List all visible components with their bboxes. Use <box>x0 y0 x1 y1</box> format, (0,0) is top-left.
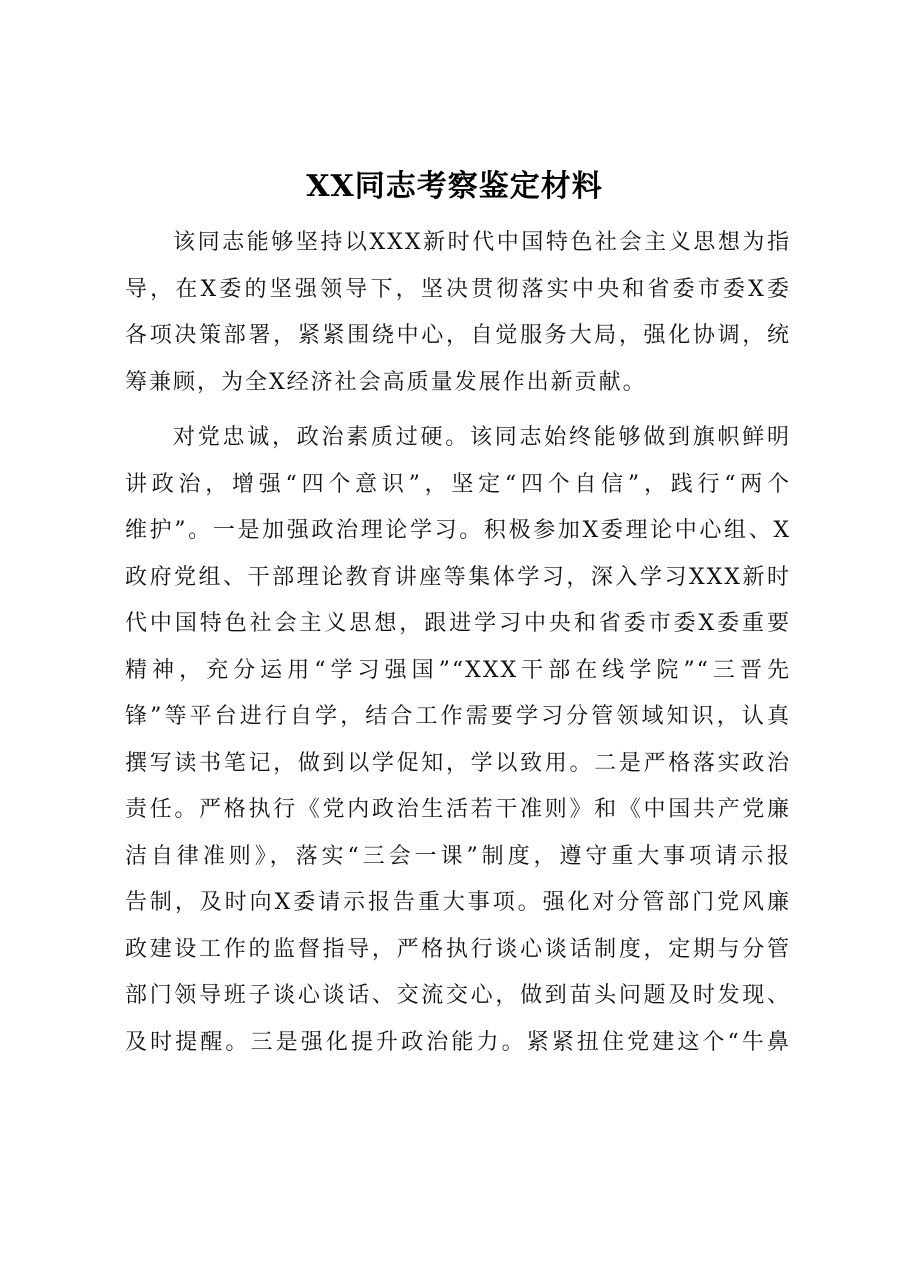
paragraph-2-line-7: 锋”等平台进行自学，结合工作需要学习分管领域知识，认真 <box>125 704 791 729</box>
paragraph-2-line-11: 告制，及时向X委请示报告重大事项。强化对分管部门党风廉 <box>125 890 791 915</box>
paragraph-2-line-4: 政府党组、干部理论教育讲座等集体学习，深入学习XXX新时 <box>125 564 791 590</box>
document-body <box>125 220 791 1066</box>
paragraph-1-line-3: 各项决策部署，紧紧围绕中心，自觉服务大局，强化协调，统 <box>125 323 791 348</box>
paragraph-2-line-13: 部门领导班子谈心谈话、交流交心，做到苗头问题及时发现、 <box>125 983 791 1008</box>
paragraph-1-line-1: 该同志能够坚持以XXX新时代中国特色社会主义思想为指 <box>173 230 791 255</box>
paragraph-2-line-14: 及时提醒。三是强化提升政治能力。紧紧扭住党建这个“牛鼻 <box>125 1029 791 1055</box>
paragraph-spacer <box>125 406 791 415</box>
paragraph-2-line-8: 撰写读书笔记，做到以学促知，学以致用。二是严格落实政治 <box>125 750 791 776</box>
paragraph-2-line-3: 维护”。一是加强政治理论学习。积极参加X委理论中心组、X <box>125 518 791 543</box>
paragraph-2-line-6: 精神，充分运用“学习强国”“XXX干部在线学院”“三晋先 <box>125 657 791 683</box>
paragraph-2-line-9: 责任。严格执行《党内政治生活若干准则》和《中国共产党廉 <box>125 797 791 822</box>
paragraph-1-line-2: 导，在X委的坚强领导下，坚决贯彻落实中央和省委市委X委 <box>125 276 791 302</box>
paragraph-2-line-5: 代中国特色社会主义思想，跟进学习中央和省委市委X委重要 <box>125 611 791 636</box>
document-title: XX同志考察鉴定材料 <box>306 169 603 204</box>
paragraph-2-line-2: 讲政治，增强“四个意识”，坚定“四个自信”，践行“两个 <box>125 471 791 497</box>
paragraph-1-line-4: 筹兼顾，为全X经济社会高质量发展作出新贡献。 <box>125 369 647 395</box>
paragraph-2-line-10: 洁自律准则》，落实“三会一课”制度，遵守重大事项请示报 <box>125 843 791 869</box>
paragraph-2-line-12: 政建设工作的监督指导，严格执行谈心谈话制度，定期与分管 <box>125 936 791 962</box>
paragraph-2-line-1: 对党忠诚，政治素质过硬。该同志始终能够做到旗帜鲜明 <box>173 425 791 450</box>
